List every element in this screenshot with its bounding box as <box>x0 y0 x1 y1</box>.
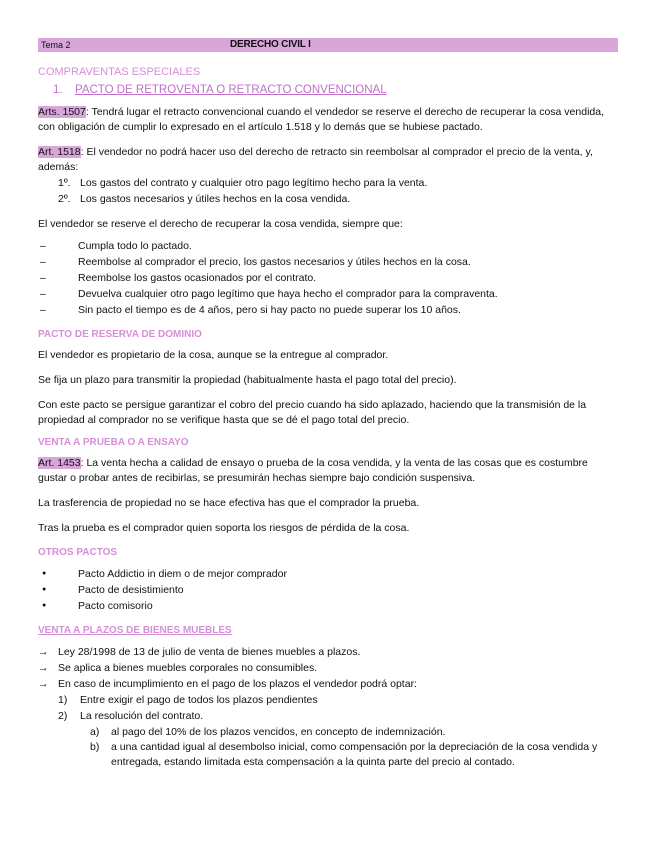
list-item: → En caso de incumplimiento en el pago de los plazos el vendedor podrá optar: <box>38 676 618 692</box>
other-pacts-list <box>38 566 618 614</box>
list-item: ● Pacto Addictio in diem o de mejor comprador <box>38 566 618 582</box>
paragraph-art-1453 <box>38 456 618 486</box>
paragraph-text: : La venta hecha a calidad de ensayo o prueba de la cosa vendida, y la venta de las cosas que es costumbre gustar o probar antes de recibirlas, se presumirán hechas siempre bajo condición suspensiva. <box>38 457 588 484</box>
article-ref: Art. 1453 <box>38 457 81 469</box>
section-heading-reserva: PACTO DE RESERVA DE DOMINIO <box>38 329 202 340</box>
paragraph-conditions-intro: El vendedor se reserve el derecho de recuperar la cosa vendida, siempre que: <box>38 218 403 230</box>
section-heading-prueba: VENTA A PRUEBA O A ENSAYO <box>38 437 189 448</box>
installment-list <box>38 644 618 692</box>
list-item: – Sin pacto el tiempo es de 4 años, pero si hay pacto no puede superar los 10 años. <box>38 302 618 318</box>
conditions-list <box>38 238 618 318</box>
list-item: ● Pacto de desistimiento <box>38 582 618 598</box>
paragraph: La trasferencia de propiedad no se hace efectiva has que el comprador la prueba. <box>38 497 420 509</box>
paragraph-art-1518 <box>38 145 618 175</box>
list-item: – Reembolse al comprador el precio, los gastos necesarios y útiles hechos en la cosa. <box>38 254 618 270</box>
list-item: 2º. Los gastos necesarios y útiles hechos en la cosa vendida. <box>58 193 351 205</box>
section-number: 1. <box>53 84 63 96</box>
section-title-retroventa <box>38 83 618 97</box>
section-heading-otros: OTROS PACTOS <box>38 547 118 558</box>
header-subject: DERECHO CIVIL I <box>230 39 311 50</box>
list-item: – Reembolse los gastos ocasionados por el contrato. <box>38 270 618 286</box>
list-item: 1º. Los gastos del contrato y cualquier otro pago legítimo hecho para la venta. <box>58 177 428 189</box>
paragraph-text: : Tendrá lugar el retracto convencional cuando el vendedor se reserve el derecho de recuperar la cosa vendida, con obligación de cumplir lo expresado en el artículo 1.518 y lo demás que se hubiese pactado. <box>38 106 604 133</box>
list-item: 2) La resolución del contrato. <box>58 710 204 722</box>
expenses-list <box>38 175 618 207</box>
list-item: – Cumpla todo lo pactado. <box>38 238 618 254</box>
document-title: COMPRAVENTAS ESPECIALES <box>38 66 201 78</box>
document-page <box>38 38 618 770</box>
section-title-text: PACTO DE RETROVENTA O RETRACTO CONVENCIONAL <box>75 84 387 96</box>
options-list <box>38 692 618 724</box>
page-header <box>38 38 618 52</box>
paragraph: Tras la prueba es el comprador quien soporta los riesgos de pérdida de la cosa. <box>38 522 410 534</box>
paragraph-art-1507 <box>38 105 618 135</box>
list-item: a) al pago del 10% de los plazos vencidos, en concepto de indemnización. <box>90 726 446 738</box>
compensation-list <box>38 724 618 770</box>
list-item: → Se aplica a bienes muebles corporales no consumibles. <box>38 660 618 676</box>
paragraph: El vendedor es propietario de la cosa, aunque se la entregue al comprador. <box>38 349 389 361</box>
paragraph: Con este pacto se persigue garantizar el cobro del precio cuando ha sido aplazado, haciendo que la transmisión de la propiedad al comprador no se verifique hasta que se dé el pago total del precio. <box>38 399 587 426</box>
section-heading-plazos: VENTA A PLAZOS DE BIENES MUEBLES <box>38 625 232 636</box>
article-ref: Arts. 1507 <box>38 106 86 118</box>
list-item: b) a una cantidad igual al desembolso inicial, como compensación por la depreciación de la cosa vendida y entregada, estando limitada esta compensación a la quinta parte del precio al contado. <box>90 741 598 768</box>
list-item: 1) Entre exigir el pago de todos los plazos pendientes <box>58 694 318 706</box>
list-item: – Devuelva cualquier otro pago legítimo que haya hecho el comprador para la compraventa. <box>38 286 618 302</box>
paragraph: Se fija un plazo para transmitir la propiedad (habitualmente hasta el pago total del precio). <box>38 374 457 386</box>
article-ref: Art. 1518 <box>38 146 81 158</box>
list-item: ● Pacto comisorio <box>38 598 618 614</box>
list-item: → Ley 28/1998 de 13 de julio de venta de bienes muebles a plazos. <box>38 644 618 660</box>
header-topic: Tema 2 <box>41 40 71 50</box>
paragraph-text: : El vendedor no podrá hacer uso del derecho de retracto sin reembolsar al comprador el precio de la venta, y, además: <box>38 146 593 173</box>
